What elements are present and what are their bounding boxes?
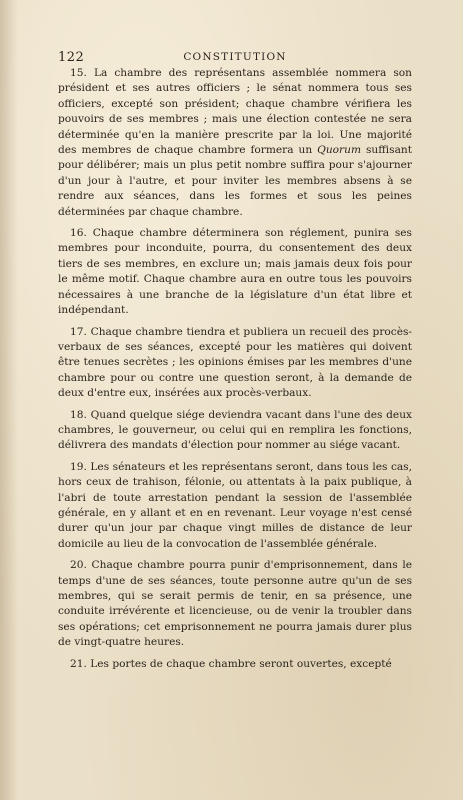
article-number: 20. xyxy=(70,559,87,572)
article-number: 17. xyxy=(70,325,87,338)
article-text: Les portes de chaque chambre seront ouvertes, excepté xyxy=(90,657,392,670)
article-17 xyxy=(58,325,412,402)
article-text: Chaque chambre déterminera son réglement, punira ses membres pour inconduite, pourra, du consentement des deux tiers de ses membres, en exclure un; mais jamais deux fois pour le même motif. Chaque chambre aura en outre tous les pouvoirs nécessaires à une branche de la législature d'un état libre et indépendant. xyxy=(58,227,412,317)
body-text xyxy=(58,66,412,672)
article-16 xyxy=(58,226,412,318)
article-text: Chaque chambre tiendra et publiera un recueil des procès-verbaux de ses séances, excepté pour les matières qui doivent être tenues secrètes ; les opinions émises par les membres d'une chambre pour ou contre une question seront, à la demande de deux d'entre eux, insérées aux procès-verbaux. xyxy=(58,325,412,400)
article-15 xyxy=(58,66,412,220)
article-number: 16. xyxy=(70,227,87,240)
article-number: 15. xyxy=(70,67,87,79)
page-header xyxy=(58,50,412,66)
article-text: Quand quelque siége deviendra vacant dans l'une des deux chambres, le gouverneur, ou celui qui en remplira les fonctions, délivrera des mandats d'élection pour nommer au siége vacant. xyxy=(58,408,412,452)
running-title: CONSTITUTION xyxy=(183,51,287,63)
article-19 xyxy=(58,460,412,552)
article-20 xyxy=(58,558,412,650)
article-21 xyxy=(58,657,412,672)
article-text-continued: suffisant pour délibérer; mais un plus petit nombre suffira pour s'ajourner d'un jour à l'autre, et pour inviter les membres absens à se rendre aux séances, dans les formes et sous les peines déterminées par chaque chambre. xyxy=(58,144,412,218)
article-italic-term: Quorum xyxy=(317,144,361,157)
page-number: 122 xyxy=(58,50,85,65)
article-text: La chambre des représentans assemblée nommera son président et ses autres officiers ; le sénat nommera tous ses officiers, excepté son président; chaque chambre vérifiera les pouvoirs de ses membres ; mais une élection contestée ne sera déterminée qu'en la manière prescrite par la loi. Une majorité des membres de chaque chambre formera un xyxy=(58,67,413,157)
article-18 xyxy=(58,408,412,454)
article-number: 21. xyxy=(70,657,87,670)
article-text: Chaque chambre pourra punir d'emprisonnement, dans le temps d'une de ses séances, toute personne autre qu'un de ses membres, qui se serait permis de tenir, en sa présence, une conduite irrévérente et licencieuse, ou de venir la troubler dans ses opérations; cet emprisonnement ne pourra jamais durer plus de vingt-quatre heures. xyxy=(58,559,413,649)
article-number: 19. xyxy=(70,460,87,473)
article-number: 18. xyxy=(70,408,87,421)
article-text: Les sénateurs et les représentans seront, dans tous les cas, hors ceux de trahison, félonie, ou attentats à la paix publique, à l'abri de toute arrestation pendant la session de l'assemblée générale, en y allant et en en revenant. Leur voyage n'est censé durer qu'un jour par chaque vingt milles de distance de leur domicile au lieu de la convocation de l'assemblée générale. xyxy=(58,460,412,550)
